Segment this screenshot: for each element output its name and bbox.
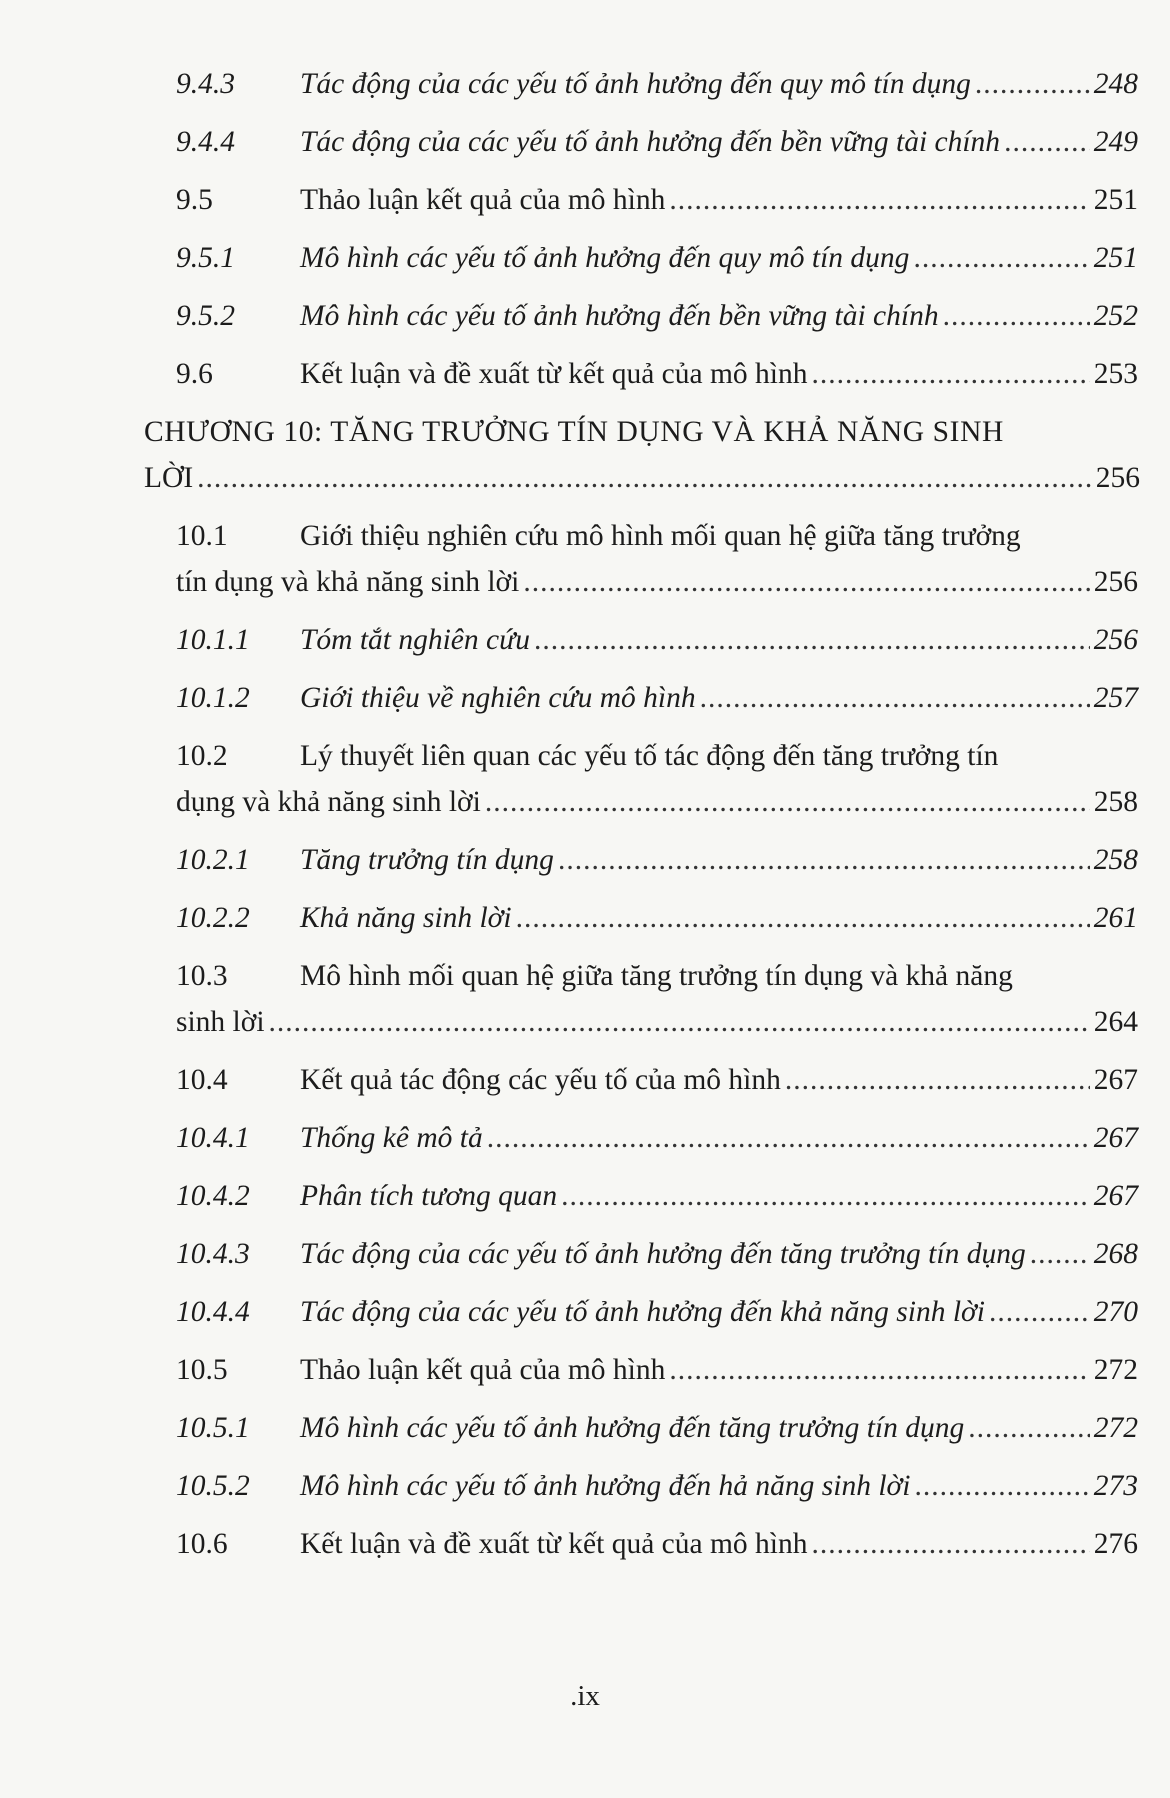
- toc-entry-title: Tác động của các yếu tố ảnh hưởng đến quy mô tín dụng: [300, 68, 971, 100]
- dot-leader: [534, 622, 1090, 658]
- toc-entry-page: 268: [1093, 1238, 1138, 1270]
- toc-entry-number: 10.2.1: [176, 844, 250, 876]
- toc-entry-page: 258: [1093, 844, 1138, 876]
- dot-leader: [485, 784, 1090, 820]
- dot-leader: [561, 1178, 1090, 1214]
- toc-entry-title: Mô hình các yếu tố ảnh hưởng đến tăng trưởng tín dụng: [300, 1412, 965, 1444]
- toc-entry-number: 9.5.1: [176, 242, 235, 274]
- dot-leader: [669, 182, 1089, 218]
- toc-entry-title-line2: tín dụng và khả năng sinh lời: [176, 566, 520, 598]
- dot-leader: [812, 356, 1090, 392]
- toc-entry-number: 10.1: [176, 520, 228, 552]
- dot-leader: [669, 1352, 1089, 1388]
- toc-entry: [176, 240, 1138, 276]
- toc-entry-page: 258: [1093, 786, 1138, 818]
- toc-entry: [176, 1236, 1138, 1272]
- toc-entry-number: 10.4: [176, 1064, 228, 1096]
- toc-entry-title: Tác động của các yếu tố ảnh hưởng đến khả năng sinh lời: [300, 1296, 985, 1328]
- toc-entry-page: 253: [1093, 358, 1138, 390]
- toc-entry-page: 256: [1095, 462, 1140, 494]
- toc-entry-title: Tăng trưởng tín dụng: [300, 844, 554, 876]
- toc-entry-title: Khả năng sinh lời: [300, 902, 512, 934]
- toc-entry-number: 10.4.3: [176, 1238, 250, 1270]
- toc-entry-page: 273: [1093, 1470, 1138, 1502]
- toc-entry: [176, 124, 1138, 160]
- dot-leader: [989, 1294, 1090, 1330]
- dot-leader: [1030, 1236, 1090, 1272]
- toc-entry-title: Thảo luận kết quả của mô hình: [300, 184, 666, 216]
- toc-entry-page: 270: [1093, 1296, 1138, 1328]
- toc-entry: [176, 622, 1138, 658]
- toc-entry-title-line1: Lý thuyết liên quan các yếu tố tác động đến tăng trưởng tín: [300, 740, 999, 772]
- toc-entry: [0, 738, 1170, 820]
- toc-entry-number: 10.4.1: [176, 1122, 250, 1154]
- toc-entry-title: Kết luận và đề xuất từ kết quả của mô hình: [300, 1528, 808, 1560]
- toc-entry-page: 267: [1093, 1180, 1138, 1212]
- dot-leader: [197, 460, 1092, 496]
- page-number-footer: .ix: [570, 1680, 600, 1712]
- toc-entry-title: Kết quả tác động các yếu tố của mô hình: [300, 1064, 781, 1096]
- dot-leader: [1004, 124, 1090, 160]
- dot-leader: [968, 1410, 1090, 1446]
- dot-leader: [913, 240, 1089, 276]
- toc-entry-number: 10.5.1: [176, 1412, 250, 1444]
- toc-entry: [176, 842, 1138, 878]
- toc-entry-title: Tóm tắt nghiên cứu: [300, 624, 530, 656]
- toc-entry-number: 10.5.2: [176, 1470, 250, 1502]
- toc-entry-number: 9.4.3: [176, 68, 235, 100]
- dot-leader: [914, 1468, 1089, 1504]
- table-of-contents: [0, 66, 1170, 1584]
- toc-entry: [176, 66, 1138, 102]
- toc-entry-title: Tác động của các yếu tố ảnh hưởng đến bền vững tài chính: [300, 126, 1001, 158]
- toc-entry-title-line2: sinh lời: [176, 1006, 265, 1038]
- dot-leader: [523, 564, 1089, 600]
- toc-entry-title: Phân tích tương quan: [300, 1180, 558, 1212]
- toc-entry-page: 251: [1093, 184, 1138, 216]
- dot-leader: [487, 1120, 1090, 1156]
- toc-entry: [176, 1468, 1138, 1504]
- toc-entry-number: 10.2.2: [176, 902, 250, 934]
- toc-entry-number: 10.1.2: [176, 682, 250, 714]
- toc-entry-number: 10.2: [176, 740, 228, 772]
- toc-entry-title: Thống kê mô tả: [300, 1122, 483, 1154]
- toc-entry: [0, 958, 1170, 1040]
- toc-entry-title-line2: dụng và khả năng sinh lời: [176, 786, 481, 818]
- toc-entry-page: 264: [1093, 1006, 1138, 1038]
- toc-entry-page: 251: [1093, 242, 1138, 274]
- toc-entry-number: 9.5: [176, 184, 213, 216]
- toc-entry-page: 267: [1093, 1122, 1138, 1154]
- toc-entry: [176, 1062, 1138, 1098]
- toc-entry-page: 257: [1093, 682, 1138, 714]
- dot-leader: [812, 1526, 1090, 1562]
- toc-entry-page: 261: [1093, 902, 1138, 934]
- toc-entry-title-line1: CHƯƠNG 10: TĂNG TRƯỞNG TÍN DỤNG VÀ KHẢ NĂNG SINH: [144, 416, 1004, 448]
- dot-leader: [785, 1062, 1090, 1098]
- toc-entry-number: 10.5: [176, 1354, 228, 1386]
- toc-entry: [176, 1120, 1138, 1156]
- toc-entry: [176, 298, 1138, 334]
- dot-leader: [516, 900, 1090, 936]
- toc-entry: [176, 680, 1138, 716]
- toc-entry-title-line1: Mô hình mối quan hệ giữa tăng trưởng tín dụng và khả năng: [300, 960, 1013, 992]
- toc-entry-number: 10.4.2: [176, 1180, 250, 1212]
- toc-entry-number: 9.4.4: [176, 126, 235, 158]
- toc-entry-title: Mô hình các yếu tố ảnh hưởng đến hả năng sinh lời: [300, 1470, 911, 1502]
- toc-entry-number: 10.3: [176, 960, 228, 992]
- toc-entry-number: 10.4.4: [176, 1296, 250, 1328]
- toc-entry: [176, 182, 1138, 218]
- toc-entry-page: 248: [1093, 68, 1138, 100]
- toc-entry: [176, 1352, 1138, 1388]
- toc-entry-page: 249: [1093, 126, 1138, 158]
- toc-entry: [0, 518, 1170, 600]
- toc-entry-title-line2: LỜI: [144, 462, 194, 494]
- toc-entry-title-line1: Giới thiệu nghiên cứu mô hình mối quan hệ giữa tăng trưởng: [300, 520, 1021, 552]
- toc-entry-page: 272: [1093, 1412, 1138, 1444]
- toc-entry-title: Kết luận và đề xuất từ kết quả của mô hình: [300, 358, 808, 390]
- dot-leader: [975, 66, 1090, 102]
- toc-entry: [176, 1178, 1138, 1214]
- toc-entry-page: 276: [1093, 1528, 1138, 1560]
- toc-entry: [176, 1410, 1138, 1446]
- dot-leader: [269, 1004, 1090, 1040]
- toc-chapter-heading: [0, 414, 1170, 496]
- toc-entry-title: Giới thiệu về nghiên cứu mô hình: [300, 682, 696, 714]
- toc-entry-number: 9.5.2: [176, 300, 235, 332]
- dot-leader: [558, 842, 1090, 878]
- toc-entry-title: Mô hình các yếu tố ảnh hưởng đến quy mô tín dụng: [300, 242, 910, 274]
- toc-entry: [176, 1526, 1138, 1562]
- toc-entry-title: Thảo luận kết quả của mô hình: [300, 1354, 666, 1386]
- toc-entry-page: 252: [1093, 300, 1138, 332]
- toc-entry-page: 256: [1093, 566, 1138, 598]
- toc-entry-page: 267: [1093, 1064, 1138, 1096]
- toc-entry: [176, 1294, 1138, 1330]
- toc-entry-title: Tác động của các yếu tố ảnh hưởng đến tăng trưởng tín dụng: [300, 1238, 1026, 1270]
- toc-entry-page: 272: [1093, 1354, 1138, 1386]
- toc-entry-title: Mô hình các yếu tố ảnh hưởng đến bền vững tài chính: [300, 300, 939, 332]
- toc-entry: [176, 900, 1138, 936]
- toc-entry-number: 10.6: [176, 1528, 228, 1560]
- toc-entry-number: 9.6: [176, 358, 213, 390]
- toc-entry-page: 256: [1093, 624, 1138, 656]
- dot-leader: [943, 298, 1090, 334]
- toc-entry: [176, 356, 1138, 392]
- dot-leader: [700, 680, 1090, 716]
- toc-entry-number: 10.1.1: [176, 624, 250, 656]
